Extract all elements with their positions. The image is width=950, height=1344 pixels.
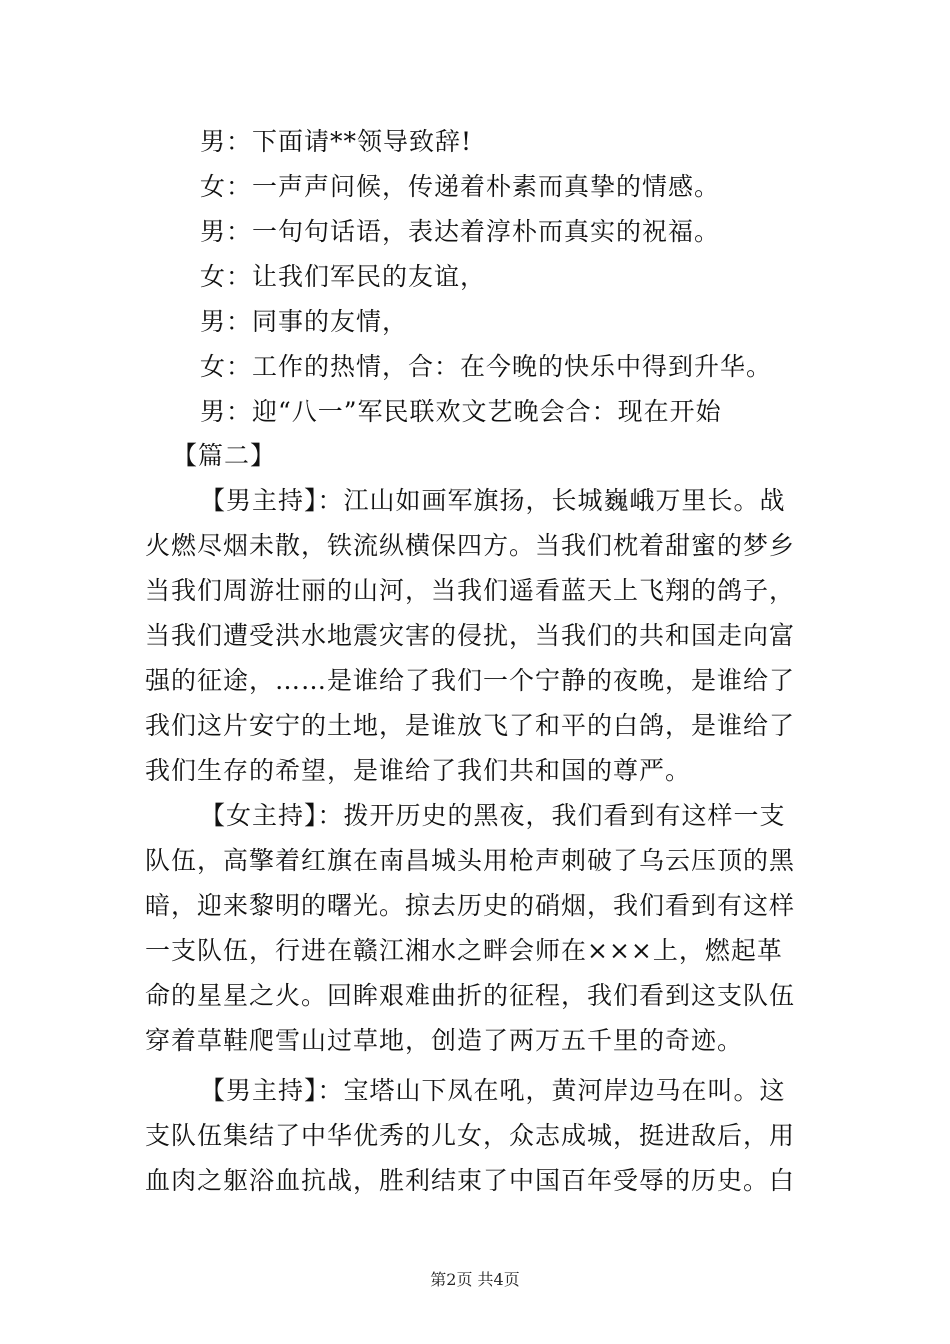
paragraph-line: 队伍，高擎着红旗在南昌城头用枪声刺破了乌云压顶的黑	[145, 846, 796, 875]
paragraph-line: 支队伍集结了中华优秀的儿女，众志成城，挺进敌后，用	[145, 1121, 796, 1150]
text-line: 男：同事的友情，	[200, 307, 409, 336]
text-line: 女：一声声问候，传递着朴素而真挚的情感。	[200, 172, 721, 201]
paragraph-line: 强的征途，……是谁给了我们一个宁静的夜晚，是谁给了	[145, 666, 796, 695]
paragraph-first-line: 【女主持】：拨开历史的黑夜，我们看到有这样一支	[200, 801, 786, 830]
text-line: 男：迎“八一”军民联欢文艺晚会合：现在开始	[200, 397, 722, 426]
paragraph-line: 我们生存的希望，是谁给了我们共和国的尊严。	[145, 756, 692, 785]
text-line: 男：下面请**领导致辞!	[200, 127, 473, 156]
text-line: 女：工作的热情，合：在今晚的快乐中得到升华。	[200, 352, 773, 381]
page-number-footer: 第2页 共4页	[430, 1270, 520, 1289]
section-heading: 【篇二】	[172, 441, 277, 470]
text-line: 女：让我们军民的友谊，	[200, 262, 487, 291]
paragraph-line: 一支队伍，行进在赣江湘水之畔会师在×××上，燃起革	[145, 936, 783, 965]
paragraph-line: 火燃尽烟未散，铁流纵横保四方。当我们枕着甜蜜的梦乡	[145, 531, 796, 560]
text-line: 男：一句句话语，表达着淳朴而真实的祝福。	[200, 217, 721, 246]
paragraph-line: 暗，迎来黎明的曙光。掠去历史的硝烟，我们看到有这样	[145, 891, 796, 920]
paragraph-first-line: 【男主持】：宝塔山下凤在吼，黄河岸边马在叫。这	[200, 1076, 786, 1105]
paragraph-line: 命的星星之火。回眸艰难曲折的征程，我们看到这支队伍	[145, 981, 796, 1010]
paragraph-line: 当我们遭受洪水地震灾害的侵扰，当我们的共和国走向富	[145, 621, 796, 650]
paragraph-line: 穿着草鞋爬雪山过草地，创造了两万五千里的奇迹。	[145, 1026, 744, 1055]
paragraph-first-line: 【男主持】：江山如画军旗扬，长城巍峨万里长。战	[200, 486, 786, 515]
paragraph-line: 当我们周游壮丽的山河，当我们遥看蓝天上飞翔的鸽子，	[145, 576, 796, 605]
paragraph-line: 我们这片安宁的土地，是谁放飞了和平的白鸽，是谁给了	[145, 711, 796, 740]
paragraph-line: 血肉之躯浴血抗战，胜利结束了中国百年受辱的历史。白	[145, 1166, 796, 1195]
